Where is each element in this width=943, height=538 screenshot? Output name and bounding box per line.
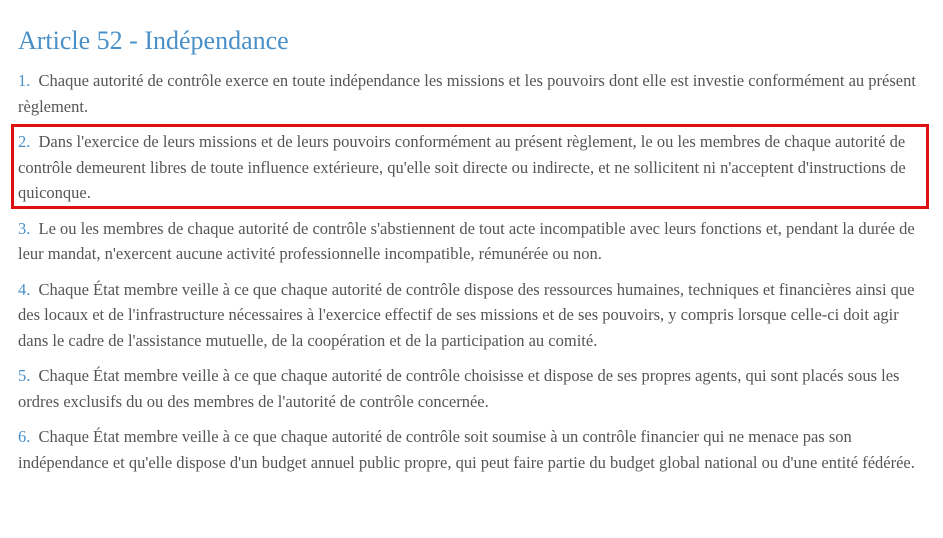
article bbox=[18, 24, 923, 485]
paragraph-number: 6. bbox=[18, 427, 31, 446]
paragraph-text: Chaque État membre veille à ce que chaque autorité de contrôle soit soumise à un contrôle financier qui ne menace pas son indépendance et qu'elle dispose d'un budget annuel public propre, qui peut faire partie du budget global national ou d'une entité fédérée. bbox=[18, 427, 915, 472]
paragraph-6 bbox=[18, 424, 923, 475]
paragraph-text: Chaque État membre veille à ce que chaque autorité de contrôle dispose des ressources humaines, techniques et financières ainsi que des locaux et de l'infrastructure nécessaires à l'exercice effectif de ses missions et de ses pouvoirs, y compris lorsque celle-ci doit agir dans le cadre de l'assistance mutuelle, de la coopération et de la participation au comité. bbox=[18, 279, 915, 350]
paragraph-1 bbox=[18, 68, 923, 119]
paragraph-text: Dans l'exercice de leurs missions et de leurs pouvoirs conformément au présent règlement, le ou les membres de chaque autorité de contrôle demeurent libres de toute influence extérieure, qu'elle soit directe ou indirecte, et ne sollicitent ni n'acceptent d'instructions de quiconque. bbox=[18, 132, 906, 202]
paragraph-number: 4. bbox=[18, 279, 31, 299]
article-title: Article 52 - Indépendance bbox=[18, 26, 289, 55]
paragraph-text: Chaque autorité de contrôle exerce en toute indépendance les missions et les pouvoirs dont elle est investie conformément au présent règlement. bbox=[18, 71, 916, 116]
paragraph-3 bbox=[18, 216, 923, 267]
paragraph-5 bbox=[18, 363, 923, 414]
paragraph-2 bbox=[18, 129, 923, 206]
paragraph-number: 5. bbox=[18, 366, 31, 385]
paragraph-4 bbox=[18, 277, 923, 354]
paragraph-number: 2. bbox=[18, 132, 31, 151]
paragraph-text: Chaque État membre veille à ce que chaque autorité de contrôle choisisse et dispose de ses propres agents, qui sont placés sous les ordres exclusifs du ou des membres de l'autorité de contrôle concernée. bbox=[18, 366, 900, 411]
paragraph-text: Le ou les membres de chaque autorité de contrôle s'abstiennent de tout acte incompatible avec leurs fonctions et, pendant la durée de leur mandat, n'exercent aucune activité professionnelle incompatible, rémunérée ou non. bbox=[18, 218, 915, 263]
paragraph-number: 3. bbox=[18, 218, 31, 238]
paragraph-number: 1. bbox=[18, 71, 31, 90]
